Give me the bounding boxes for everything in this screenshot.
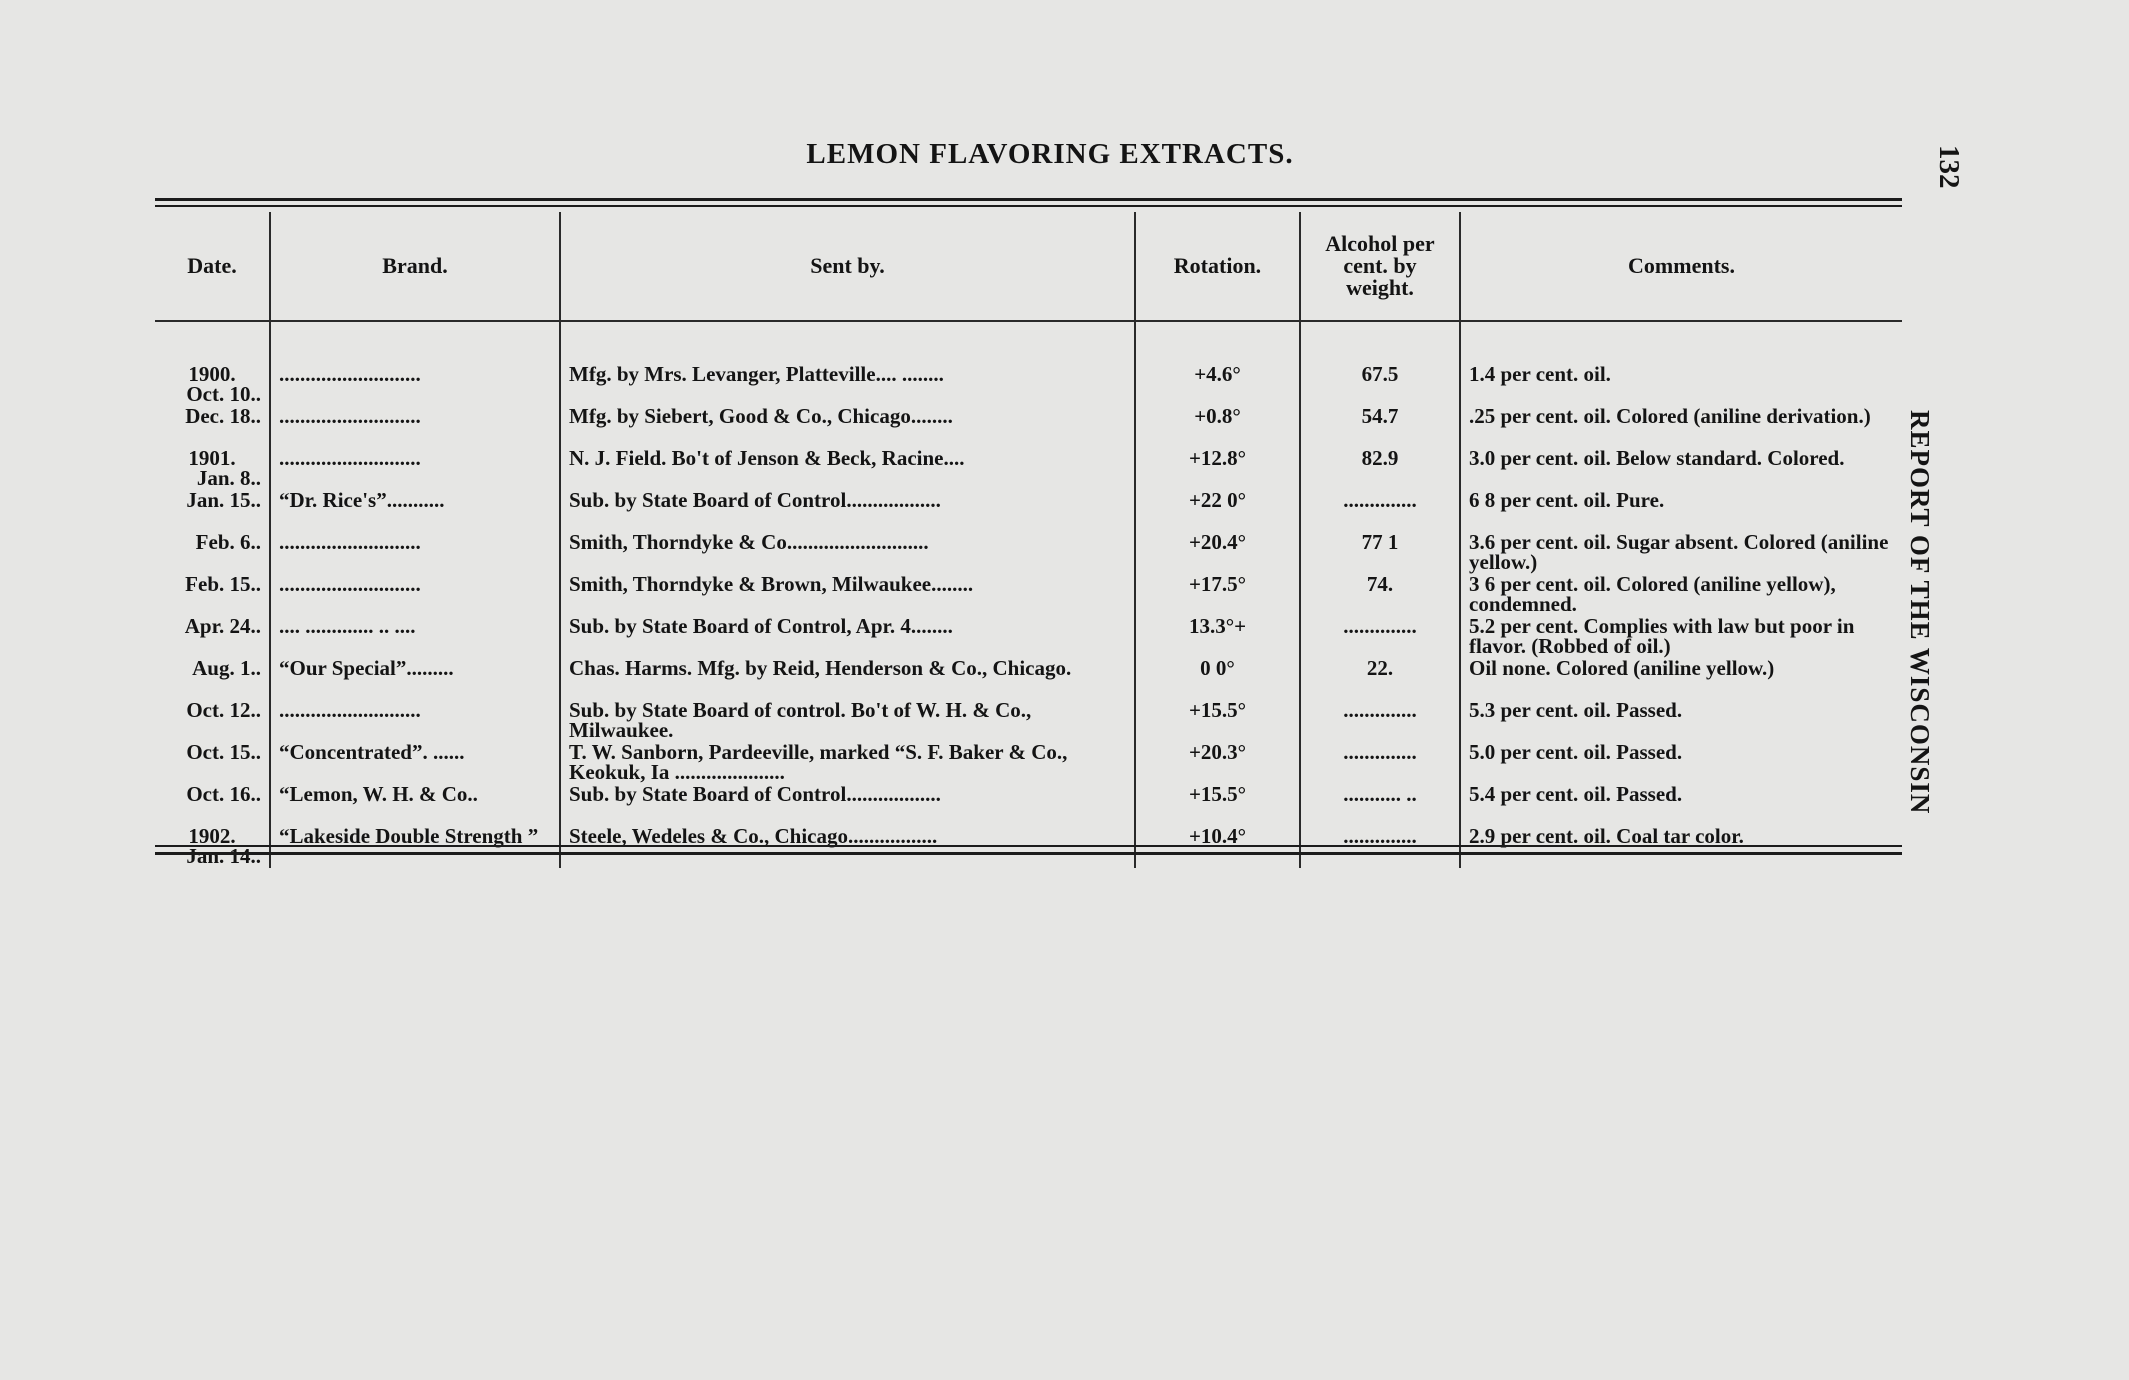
brand-value: “Lemon, W. H. & Co.. — [279, 782, 478, 806]
cell-date — [155, 616, 270, 658]
table-row — [155, 532, 1902, 574]
cell-rotation: +22 0° — [1135, 490, 1300, 532]
cell-date — [155, 574, 270, 616]
year-label: 1902. — [188, 824, 236, 848]
cell-brand — [270, 448, 560, 490]
cell-rotation: +15.5° — [1135, 700, 1300, 742]
brand-value: ........................... — [279, 698, 421, 722]
brand-value: ........................... — [279, 530, 421, 554]
cell-rotation: +12.8° — [1135, 448, 1300, 490]
cell-date — [155, 700, 270, 742]
date-value: Aug. 1.. — [192, 656, 261, 680]
cell-date — [155, 532, 270, 574]
brand-value: “Lakeside Double Strength ” — [279, 824, 539, 848]
cell-rotation: +0.8° — [1135, 406, 1300, 448]
cell-sent-by: Sub. by State Board of Control, Apr. 4........ — [560, 616, 1135, 658]
brand-value: “Concentrated”. ...... — [279, 740, 465, 764]
cell-date — [155, 490, 270, 532]
cell-brand — [270, 784, 560, 826]
cell-sent-by: N. J. Field. Bo't of Jenson & Beck, Racine.... — [560, 448, 1135, 490]
brand-value: “Our Special”......... — [279, 656, 454, 680]
cell-sent-by: Mfg. by Mrs. Levanger, Platteville.... ........ — [560, 364, 1135, 406]
cell-rotation: 13.3°+ — [1135, 616, 1300, 658]
cell-date — [155, 658, 270, 700]
table-row — [155, 784, 1902, 826]
cell-sent-by: T. W. Sanborn, Pardeeville, marked “S. F. Baker & Co., Keokuk, Ia ..................... — [560, 742, 1135, 784]
cell-sent-by: Steele, Wedeles & Co., Chicago................. — [560, 826, 1135, 868]
top-rule-inner — [155, 205, 1902, 207]
table-row — [155, 616, 1902, 658]
table-row — [155, 700, 1902, 742]
header-sent-by: Sent by. — [560, 212, 1135, 321]
cell-alcohol: .............. — [1300, 616, 1460, 658]
cell-date — [155, 784, 270, 826]
date-value: Dec. 18.. — [185, 404, 261, 428]
table-header-row — [155, 212, 1902, 321]
date-value: Oct. 15.. — [186, 740, 261, 764]
cell-rotation: +20.4° — [1135, 532, 1300, 574]
cell-alcohol: 74. — [1300, 574, 1460, 616]
header-alcohol: Alcohol per cent. by weight. — [1300, 212, 1460, 321]
cell-sent-by: Sub. by State Board of Control.................. — [560, 490, 1135, 532]
cell-date — [155, 742, 270, 784]
cell-sent-by: Chas. Harms. Mfg. by Reid, Henderson & Co., Chicago. — [560, 658, 1135, 700]
cell-rotation: +10.4° — [1135, 826, 1300, 868]
cell-alcohol: .............. — [1300, 700, 1460, 742]
cell-rotation: +20.3° — [1135, 742, 1300, 784]
cell-rotation: +15.5° — [1135, 784, 1300, 826]
cell-alcohol: 54.7 — [1300, 406, 1460, 448]
date-value: Oct. 12.. — [186, 698, 261, 722]
cell-brand — [270, 658, 560, 700]
cell-brand — [270, 826, 560, 868]
date-value: Feb. 6.. — [195, 530, 261, 554]
cell-alcohol: 22. — [1300, 658, 1460, 700]
cell-sent-by: Smith, Thorndyke & Brown, Milwaukee........ — [560, 574, 1135, 616]
cell-date — [155, 826, 270, 868]
table-row — [155, 448, 1902, 490]
brand-value: ........................... — [279, 404, 421, 428]
brand-value: ........................... — [279, 446, 421, 470]
cell-sent-by: Smith, Thorndyke & Co........................... — [560, 532, 1135, 574]
cell-comments: 5.3 per cent. oil. Passed. — [1460, 700, 1902, 742]
brand-value: “Dr. Rice's”........... — [279, 488, 445, 512]
date-value: Jan. 15.. — [186, 488, 261, 512]
cell-alcohol: 77 1 — [1300, 532, 1460, 574]
cell-alcohol: 82.9 — [1300, 448, 1460, 490]
cell-alcohol: .............. — [1300, 490, 1460, 532]
page-title: LEMON FLAVORING EXTRACTS. — [806, 138, 1294, 170]
cell-brand — [270, 490, 560, 532]
table-row — [155, 490, 1902, 532]
cell-rotation: 0 0° — [1135, 658, 1300, 700]
cell-comments: 3.0 per cent. oil. Below standard. Colored. — [1460, 448, 1902, 490]
date-value: Feb. 15.. — [185, 572, 261, 596]
running-header-side: REPORT OF THE WISCONSIN — [1905, 410, 1935, 815]
cell-sent-by: Mfg. by Siebert, Good & Co., Chicago........ — [560, 406, 1135, 448]
table-row — [155, 658, 1902, 700]
page-number: 132 — [1933, 145, 1965, 189]
bottom-rule-outer — [155, 852, 1902, 855]
spacer-row — [155, 321, 1902, 364]
cell-brand — [270, 742, 560, 784]
cell-date — [155, 406, 270, 448]
cell-comments: 5.4 per cent. oil. Passed. — [1460, 784, 1902, 826]
cell-comments: 3.6 per cent. oil. Sugar absent. Colored (aniline yellow.) — [1460, 532, 1902, 574]
cell-sent-by: Sub. by State Board of control. Bo't of W. H. & Co., Milwaukee. — [560, 700, 1135, 742]
year-label: 1901. — [188, 446, 236, 470]
cell-comments: 5.2 per cent. Complies with law but poor in flavor. (Robbed of oil.) — [1460, 616, 1902, 658]
cell-comments: 5.0 per cent. oil. Passed. — [1460, 742, 1902, 784]
cell-comments: 6 8 per cent. oil. Pure. — [1460, 490, 1902, 532]
date-value: Oct. 16.. — [186, 782, 261, 806]
cell-date — [155, 364, 270, 406]
cell-alcohol: .............. — [1300, 742, 1460, 784]
cell-brand — [270, 364, 560, 406]
cell-rotation: +4.6° — [1135, 364, 1300, 406]
date-value: Apr. 24.. — [184, 614, 261, 638]
cell-comments: Oil none. Colored (aniline yellow.) — [1460, 658, 1902, 700]
cell-sent-by: Sub. by State Board of Control.................. — [560, 784, 1135, 826]
date-value: Oct. 10.. — [186, 382, 261, 406]
table-row — [155, 826, 1902, 868]
brand-value: ........................... — [279, 572, 421, 596]
cell-alcohol: ........... .. — [1300, 784, 1460, 826]
header-rotation: Rotation. — [1135, 212, 1300, 321]
cell-comments: 3 6 per cent. oil. Colored (aniline yellow), condemned. — [1460, 574, 1902, 616]
table-row — [155, 574, 1902, 616]
cell-comments: 1.4 per cent. oil. — [1460, 364, 1902, 406]
cell-brand — [270, 406, 560, 448]
table-row — [155, 364, 1902, 406]
extracts-table-container — [155, 212, 1902, 868]
cell-rotation: +17.5° — [1135, 574, 1300, 616]
brand-value: ........................... — [279, 362, 421, 386]
bottom-rule — [155, 845, 1902, 847]
header-date: Date. — [187, 253, 237, 278]
cell-brand — [270, 616, 560, 658]
header-comments: Comments. — [1460, 212, 1902, 321]
table-row — [155, 406, 1902, 448]
extracts-table — [155, 212, 1902, 868]
cell-comments: .25 per cent. oil. Colored (aniline derivation.) — [1460, 406, 1902, 448]
cell-brand — [270, 574, 560, 616]
table-row — [155, 742, 1902, 784]
cell-alcohol: .............. — [1300, 826, 1460, 868]
cell-brand — [270, 532, 560, 574]
cell-date — [155, 448, 270, 490]
header-brand: Brand. — [270, 212, 560, 321]
year-label: 1900. — [188, 362, 236, 386]
date-value: Jan. 14.. — [186, 844, 261, 868]
cell-alcohol: 67.5 — [1300, 364, 1460, 406]
brand-value: .... ............. .. .... — [279, 614, 416, 638]
cell-brand — [270, 700, 560, 742]
top-rule — [155, 198, 1902, 201]
cell-comments: 2.9 per cent. oil. Coal tar color. — [1460, 826, 1902, 868]
date-value: Jan. 8.. — [196, 466, 261, 490]
